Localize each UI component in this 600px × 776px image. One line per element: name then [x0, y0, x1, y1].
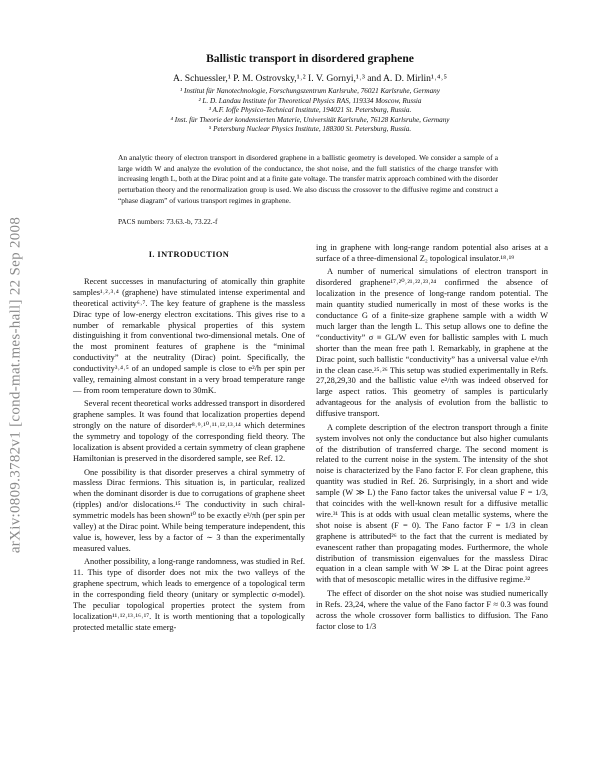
paragraph: Several recent theoretical works addressed transport in disordered graphene samples. It was found that localization properties depend strongly on the nature of disorder⁸˒⁹˒¹⁰˒¹¹˒¹²˒¹³˒¹⁴ which determines the symmetry and topology of the corresponding field theory. The localization is absent provided a certain symmetry of clean graphene Hamiltonian is preserved in the disordered sample, see Ref. 12.	[73, 399, 305, 463]
arxiv-identifier: arXiv:0809.3782v1 [cond-mat.mes-hall] 22 Sep 2008	[7, 216, 24, 554]
paragraph: Another possibility, a long-range randomness, was studied in Ref. 11. This type of disorder does not mix the two valleys of the graphene spectrum, which leads to emergence of a topological term in the corresponding field theory (unitary or symplectic σ-model). The peculiar topological properties protect the system from localization¹¹˒¹²˒¹³˒¹⁶˒¹⁷. It is worth mentioning that a topologically protected metallic state emerg-	[73, 557, 305, 632]
paper-title: Ballistic transport in disordered graphene	[206, 52, 414, 65]
affiliation-2: ² L. D. Landau Institute for Theoretical Physics RAS, 119334 Moscow, Russia	[198, 96, 422, 105]
paragraph: ing in graphene with long-range random potential also arises at a surface of a three-dimensional Z₂ topological insulator.¹⁸˒¹⁹	[316, 243, 548, 263]
pacs-numbers: PACS numbers: 73.63.-b, 73.22.-f	[118, 217, 218, 226]
left-column	[73, 240, 305, 634]
paragraph: The effect of disorder on the shot noise was studied numerically in Refs. 23,24, where the value of the Fano factor F ≈ 0.3 was found across the whole crossover form ballistics to diffusion. The Fano factor close to 1/3	[316, 588, 548, 631]
abstract: An analytic theory of electron transport in disordered graphene in a ballistic geometry is developed. We consider a sample of a large width W and analyze the evolution of the conductance, the shot noise, and the full statistics of the charge transfer with increasing length L, both at the Dirac point and at a finite gate voltage. The transfer matrix approach combined with the disorder perturbation theory and the renormalization group is used. We also discuss the crossover to the diffusive regime and construct a “phase diagram” of various transport regimes in graphene.	[118, 153, 498, 205]
paragraph: A number of numerical simulations of electron transport in disordered graphene¹⁷˒²⁰˒²¹˒²²˒²³˒²⁴ confirmed the absence of localization in the presence of long-range random potential. The main quantity studied numerically in most of these works is the conductance G of a finite-size graphene sample with a width W much larger than the length L. This setup allows one to define the “conductivity” σ ≡ GL/W even for ballistic samples with L much shorter than the mean free path l. Remarkably, in graphene at the Dirac point, such ballistic “conductivity” has a universal value e²/πh in the clean case.²⁵˒²⁶ This setup was studied experimentally in Refs. 27,28,29,30 and the ballistic value e²/πh was indeed observed for large aspect ratios. This geometry of samples is particularly advantageous for the analysis of evolution from the ballistic to diffusive transport.	[316, 267, 548, 419]
right-column	[316, 243, 548, 633]
paragraph: Recent successes in manufacturing of atomically thin graphite samples¹˒²˒³˒⁴ (graphene) have stimulated intense experimental and theoretical activity⁶˒⁷. The key feature of graphene is the massless Dirac type of low-energy electron excitations. This gives rise to a number of remarkable physical properties of this system distinguishing it from conventional two-dimensional metals. One of the most prominent features of graphene is the “minimal conductivity” at the neutrality (Dirac) point. Specifically, the conductivity³˒⁴˒⁵ of an undoped sample is close to e²/h per spin per valley, remaining almost constant in a very broad temperature range — from room temperature down to 30mK.	[73, 276, 305, 395]
affiliations	[90, 87, 530, 135]
arxiv-sidebar-stamp	[4, 170, 28, 600]
paragraph: One possibility is that disorder preserves a chiral symmetry of massless Dirac fermions. This situation is, in particular, realized when the dominant disorder is due to corrugations of graphene sheet (ripples) and/or dislocations.¹⁵ The conductivity in such chiral-symmetric models has been shown¹⁰ to be exactly e²/πh (per spin per valley) at the Dirac point. While being temperature independent, this value is, however, less by a factor of ∼ 3 than the experimentally measured values.	[73, 467, 305, 553]
section-heading: I. INTRODUCTION	[148, 250, 230, 259]
affiliation-3: ³ A.F. Ioffe Physico-Technical Institute, 194021 St. Petersburg, Russia.	[208, 106, 412, 115]
author-list: A. Schuessler,¹ P. M. Ostrovsky,¹˒² I. V. Gornyi,¹˒³ and A. D. Mirlin¹˒⁴˒⁵	[173, 73, 447, 84]
paragraph: A complete description of the electron transport through a finite system involves not only the conductance but also higher cumulants of the distribution of transferred charge. The second moment is related to the current noise in the system. The intensity of the shot noise is characterized by the Fano factor F. For clean graphene, this quantity was studied in Ref. 26. Surprisingly, in a short and wide sample (W ≫ L) the Fano factor takes the universal value F = 1/3, that coincides with the well-known result for a diffusive metallic wire.³¹ This is at odds with usual clean metallic systems, where the shot noise is absent (F = 0). The Fano factor F = 1/3 in clean graphene is attributed²⁶ to the fact that the current is mediated by evanescent rather than propagating modes. Furthermore, the whole distribution of transmission eigenvalues for the massless Dirac equation in a clean sample with W ≫ L at the Dirac point agrees with that of mesoscopic metallic wires in the diffusive regime.³²	[316, 422, 548, 585]
affiliation-4: ⁴ Inst. für Theorie der kondensierten Materie, Universität Karlsruhe, 76128 Karlsruhe, Germany	[170, 115, 450, 124]
affiliation-5: ⁵ Petersburg Nuclear Physics Institute, 188300 St. Petersburg, Russia.	[208, 125, 412, 134]
affiliation-1: ¹ Institut für Nanotechnologie, Forschungszentrum Karlsruhe, 76021 Karlsruhe, Germany	[180, 87, 440, 95]
